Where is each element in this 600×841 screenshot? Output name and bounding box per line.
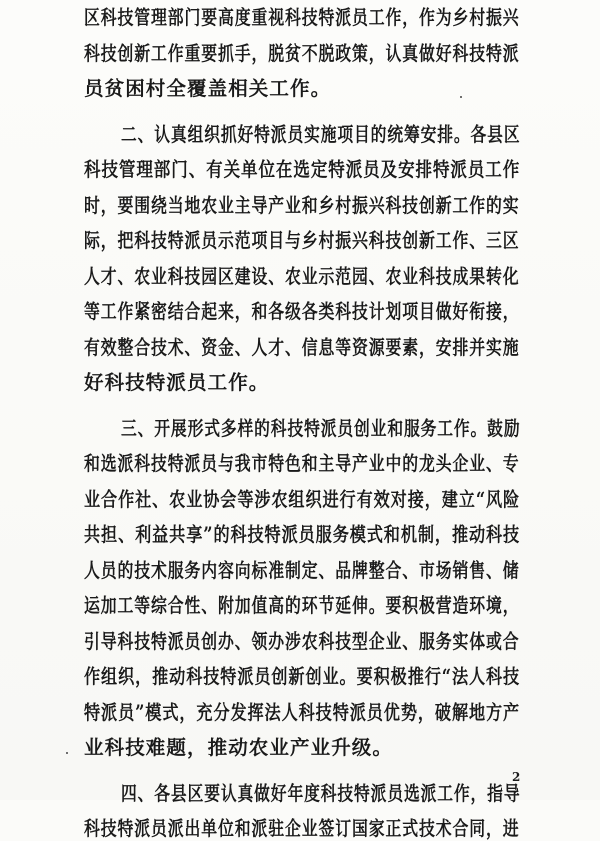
text-line: 特派员”模式，充分发挥法人科技特派员优势，破解地方产 bbox=[84, 701, 521, 724]
text-line: 好科技特派员工作。 bbox=[84, 371, 270, 394]
text-line: 科技创新工作重要抓手，脱贫不脱政策，认真做好科技特派 bbox=[84, 42, 520, 65]
text-line: 三、开展形式多样的科技特派员创业和服务工作。鼓励 bbox=[121, 417, 521, 440]
text-line: 际，把科技特派员示范项目与乡村振兴科技创新工作、三区 bbox=[84, 229, 520, 252]
text-line: 作组织，推动科技特派员创新创业。要积极推行“法人科技 bbox=[84, 665, 521, 688]
text-line: 共担、利益共享”的科技特派员服务模式和机制，推动科技 bbox=[84, 523, 521, 546]
text-line: 业合作社、农业协会等涉农组织进行有效对接，建立“风险 bbox=[84, 488, 521, 511]
text-line: 科技特派员派出单位和派驻企业签订国家正式技术合同，进 bbox=[84, 817, 520, 840]
scan-speck bbox=[66, 752, 68, 754]
text-line: 人员的技术服务内容向标准制定、品牌整合、市场销售、储 bbox=[84, 559, 520, 582]
text-line: 和选派科技特派员与我市特色和主导产业中的龙头企业、专 bbox=[84, 452, 520, 475]
text-line: 二、认真组织抓好特派员实施项目的统筹安排。各县区 bbox=[121, 123, 521, 146]
page-number: 2 bbox=[512, 770, 521, 784]
text-line: 区科技管理部门要高度重视科技特派员工作，作为乡村振兴 bbox=[84, 6, 520, 29]
text-line: 有效整合技术、资金、人才、信息等资源要素，安排并实施 bbox=[84, 336, 520, 359]
scan-speck bbox=[460, 96, 462, 98]
text-line: 引导科技特派员创办、领办涉农科技型企业、服务实体或合 bbox=[84, 630, 520, 653]
text-line: 业科技难题，推动农业产业升级。 bbox=[84, 736, 394, 759]
text-line: 员贫困村全覆盖相关工作。 bbox=[84, 77, 332, 100]
text-line: 运加工等综合性、附加值高的环节延伸。要积极营造环境， bbox=[84, 594, 520, 617]
text-line: 四、各县区要认真做好年度科技特派员选派工作，指导 bbox=[121, 782, 521, 805]
text-line: 科技管理部门、有关单位在选定特派员及安排特派员工作 bbox=[84, 158, 521, 181]
text-line: 等工作紧密结合起来，和各级各类科技计划项目做好衔接， bbox=[84, 300, 520, 323]
text-line: 人才、农业科技园区建设、农业示范园、农业科技成果转化 bbox=[84, 265, 520, 288]
text-line: 时，要围绕当地农业主导产业和乡村振兴科技创新工作的实 bbox=[84, 194, 520, 217]
